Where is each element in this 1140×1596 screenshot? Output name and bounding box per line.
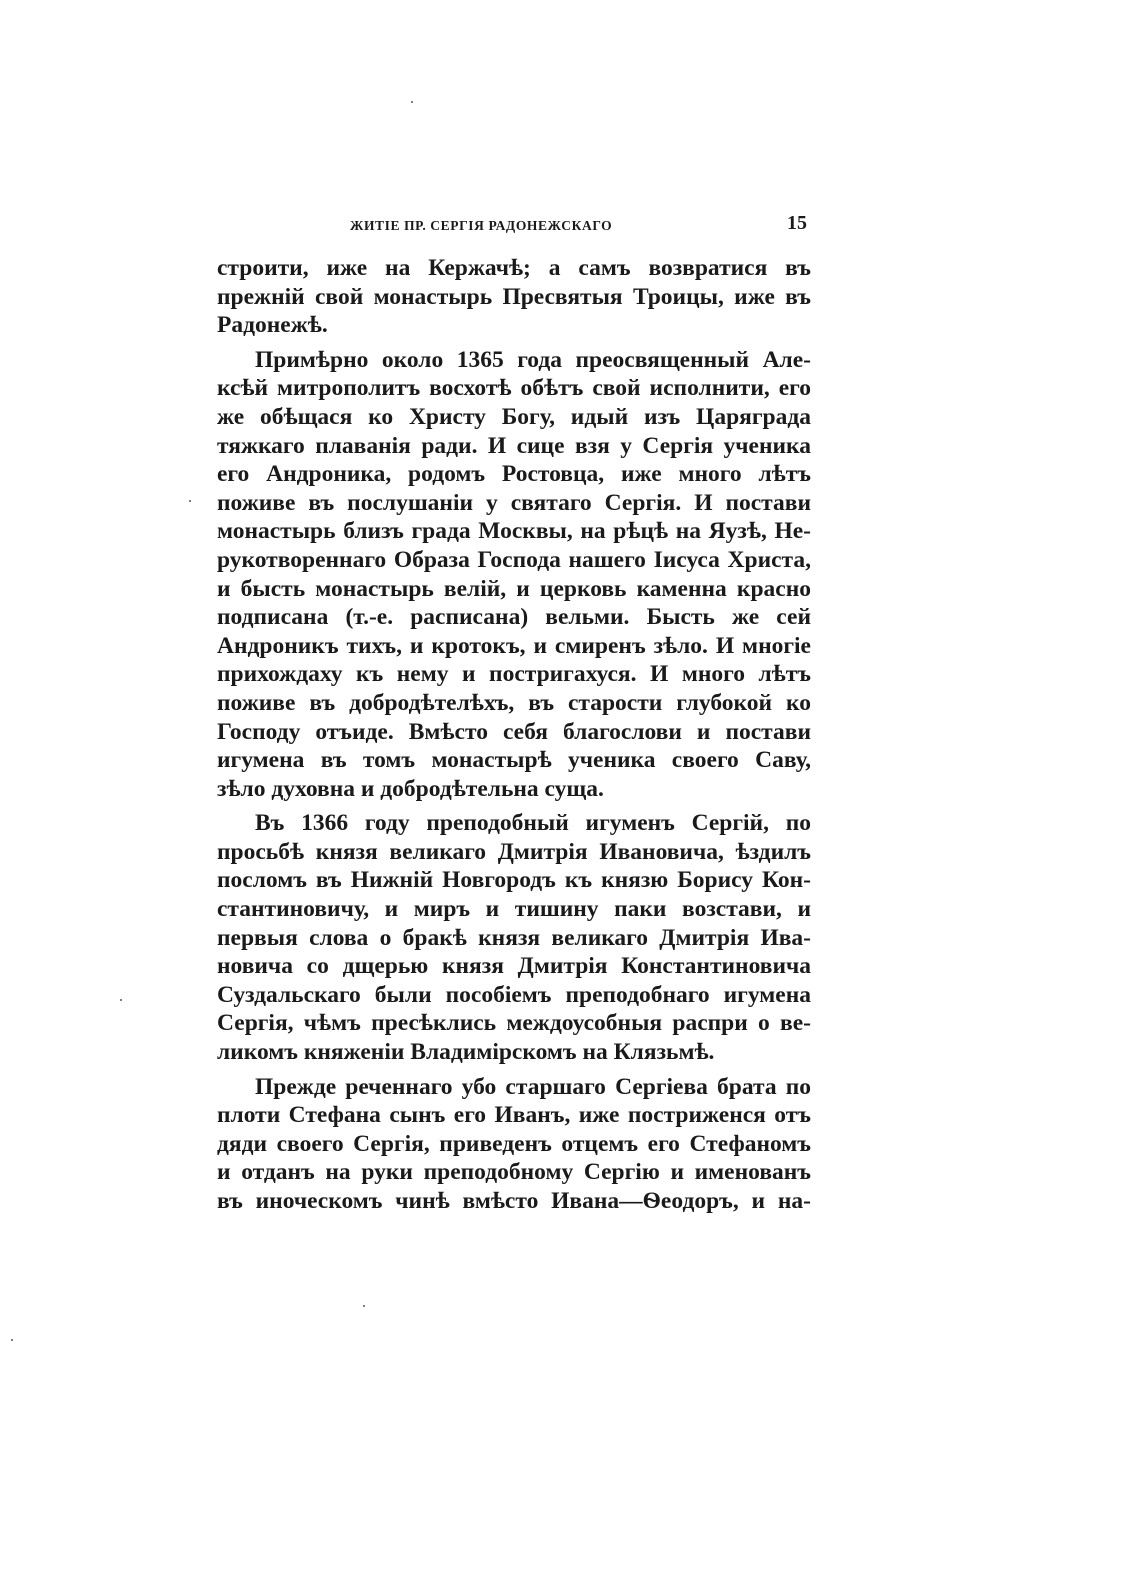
running-title: ЖИТІЕ ПР. СЕРГІЯ РАДОНЕЖСКАГО (350, 218, 613, 233)
text-line: Андроникъ тихъ, и кротокъ, и смиренъ зѣло. И многіе (217, 632, 811, 659)
text-line: Въ 1366 году преподобный игуменъ Сергій, по (255, 810, 811, 837)
text-line: Сергія, чѣмъ пресѣклись междоусобныя распри о ве- (217, 1010, 811, 1037)
page-number: 15 (787, 212, 807, 234)
text-line: первыя слова о бракѣ князя великаго Дмитрія Ива- (217, 924, 811, 951)
text-line: новича со дщерью князя Дмитрія Константиновича (217, 953, 811, 980)
text-line: поживе въ послушаніи у святаго Сергія. И постави (217, 489, 811, 516)
text-line: тяжкаго плаванія ради. И сице взя у Сергія ученика (217, 432, 811, 459)
text-line: подписана (т.-е. расписана) вельми. Бысть же сей (217, 604, 811, 631)
scan-speck (11, 1339, 13, 1341)
paragraph-4 (217, 1073, 811, 1216)
text-line: и бысть монастырь велій, и церковь каменна красно (217, 575, 811, 602)
text-line: прежній свой монастырь Пресвятыя Троицы, иже въ (217, 283, 811, 310)
text-line: и отданъ на руки преподобному Сергію и именованъ (217, 1159, 811, 1186)
text-line: Прежде реченнаго убо старшаго Сергіева брата по (255, 1073, 811, 1100)
scan-speck (189, 500, 191, 502)
paragraph-3 (217, 809, 811, 1066)
body-text (217, 254, 811, 1216)
text-line: въ иноческомъ чинѣ вмѣсто Ивана—Ѳеодоръ, и на- (217, 1188, 811, 1214)
text-line: монастырь близъ града Москвы, на рѣцѣ на Яузѣ, Не- (217, 518, 811, 545)
scan-speck (363, 1305, 365, 1307)
text-line: просьбѣ князя великаго Дмитрія Ивановича, ѣздилъ (217, 838, 811, 865)
text-line: же обѣщася ко Христу Богу, идый изъ Царяграда (217, 403, 811, 430)
text-line: строити, иже на Кержачѣ; а самъ возвратися въ (217, 255, 811, 281)
scan-speck (120, 999, 122, 1001)
text-line: плоти Стефана сынъ его Иванъ, иже постриженся отъ (217, 1102, 811, 1129)
text-line: Радонежѣ. (217, 312, 328, 339)
text-line: его Андроника, родомъ Ростовца, иже много лѣтъ (217, 461, 811, 488)
scan-speck (411, 101, 413, 103)
text-line: зѣло духовна и добродѣтельна суща. (217, 775, 604, 802)
text-line: дяди своего Сергія, приведенъ отцемъ его Стефаномъ (217, 1130, 811, 1157)
text-line: Суздальскаго были пособіемъ преподобнаго игумена (217, 981, 811, 1008)
text-line: посломъ въ Нижній Новгородъ къ князю Борису Кон- (217, 867, 811, 894)
text-line: стантиновичу, и миръ и тишину паки возстави, и (217, 896, 811, 923)
text-line: поживе въ добродѣтелѣхъ, въ старости глубокой ко (217, 689, 811, 716)
paragraph-1 (217, 254, 811, 340)
text-line: ксѣй митрополитъ восхотѣ обѣтъ свой исполнити, его (217, 375, 811, 402)
text-line: прихождаху къ нему и постригахуся. И много лѣтъ (217, 661, 811, 688)
text-line: ликомъ княженіи Владимірскомъ на Клязьмѣ. (217, 1039, 715, 1066)
paragraph-2 (217, 346, 811, 804)
text-line: Примѣрно около 1365 года преосвященный Але- (255, 346, 811, 373)
text-line: Господу отъиде. Вмѣсто себя благослови и постави (217, 718, 811, 745)
text-line: игумена въ томъ монастырѣ ученика своего Саву, (217, 747, 811, 774)
text-line: рукотвореннаго Образа Господа нашего Іисуса Христа, (217, 546, 811, 573)
